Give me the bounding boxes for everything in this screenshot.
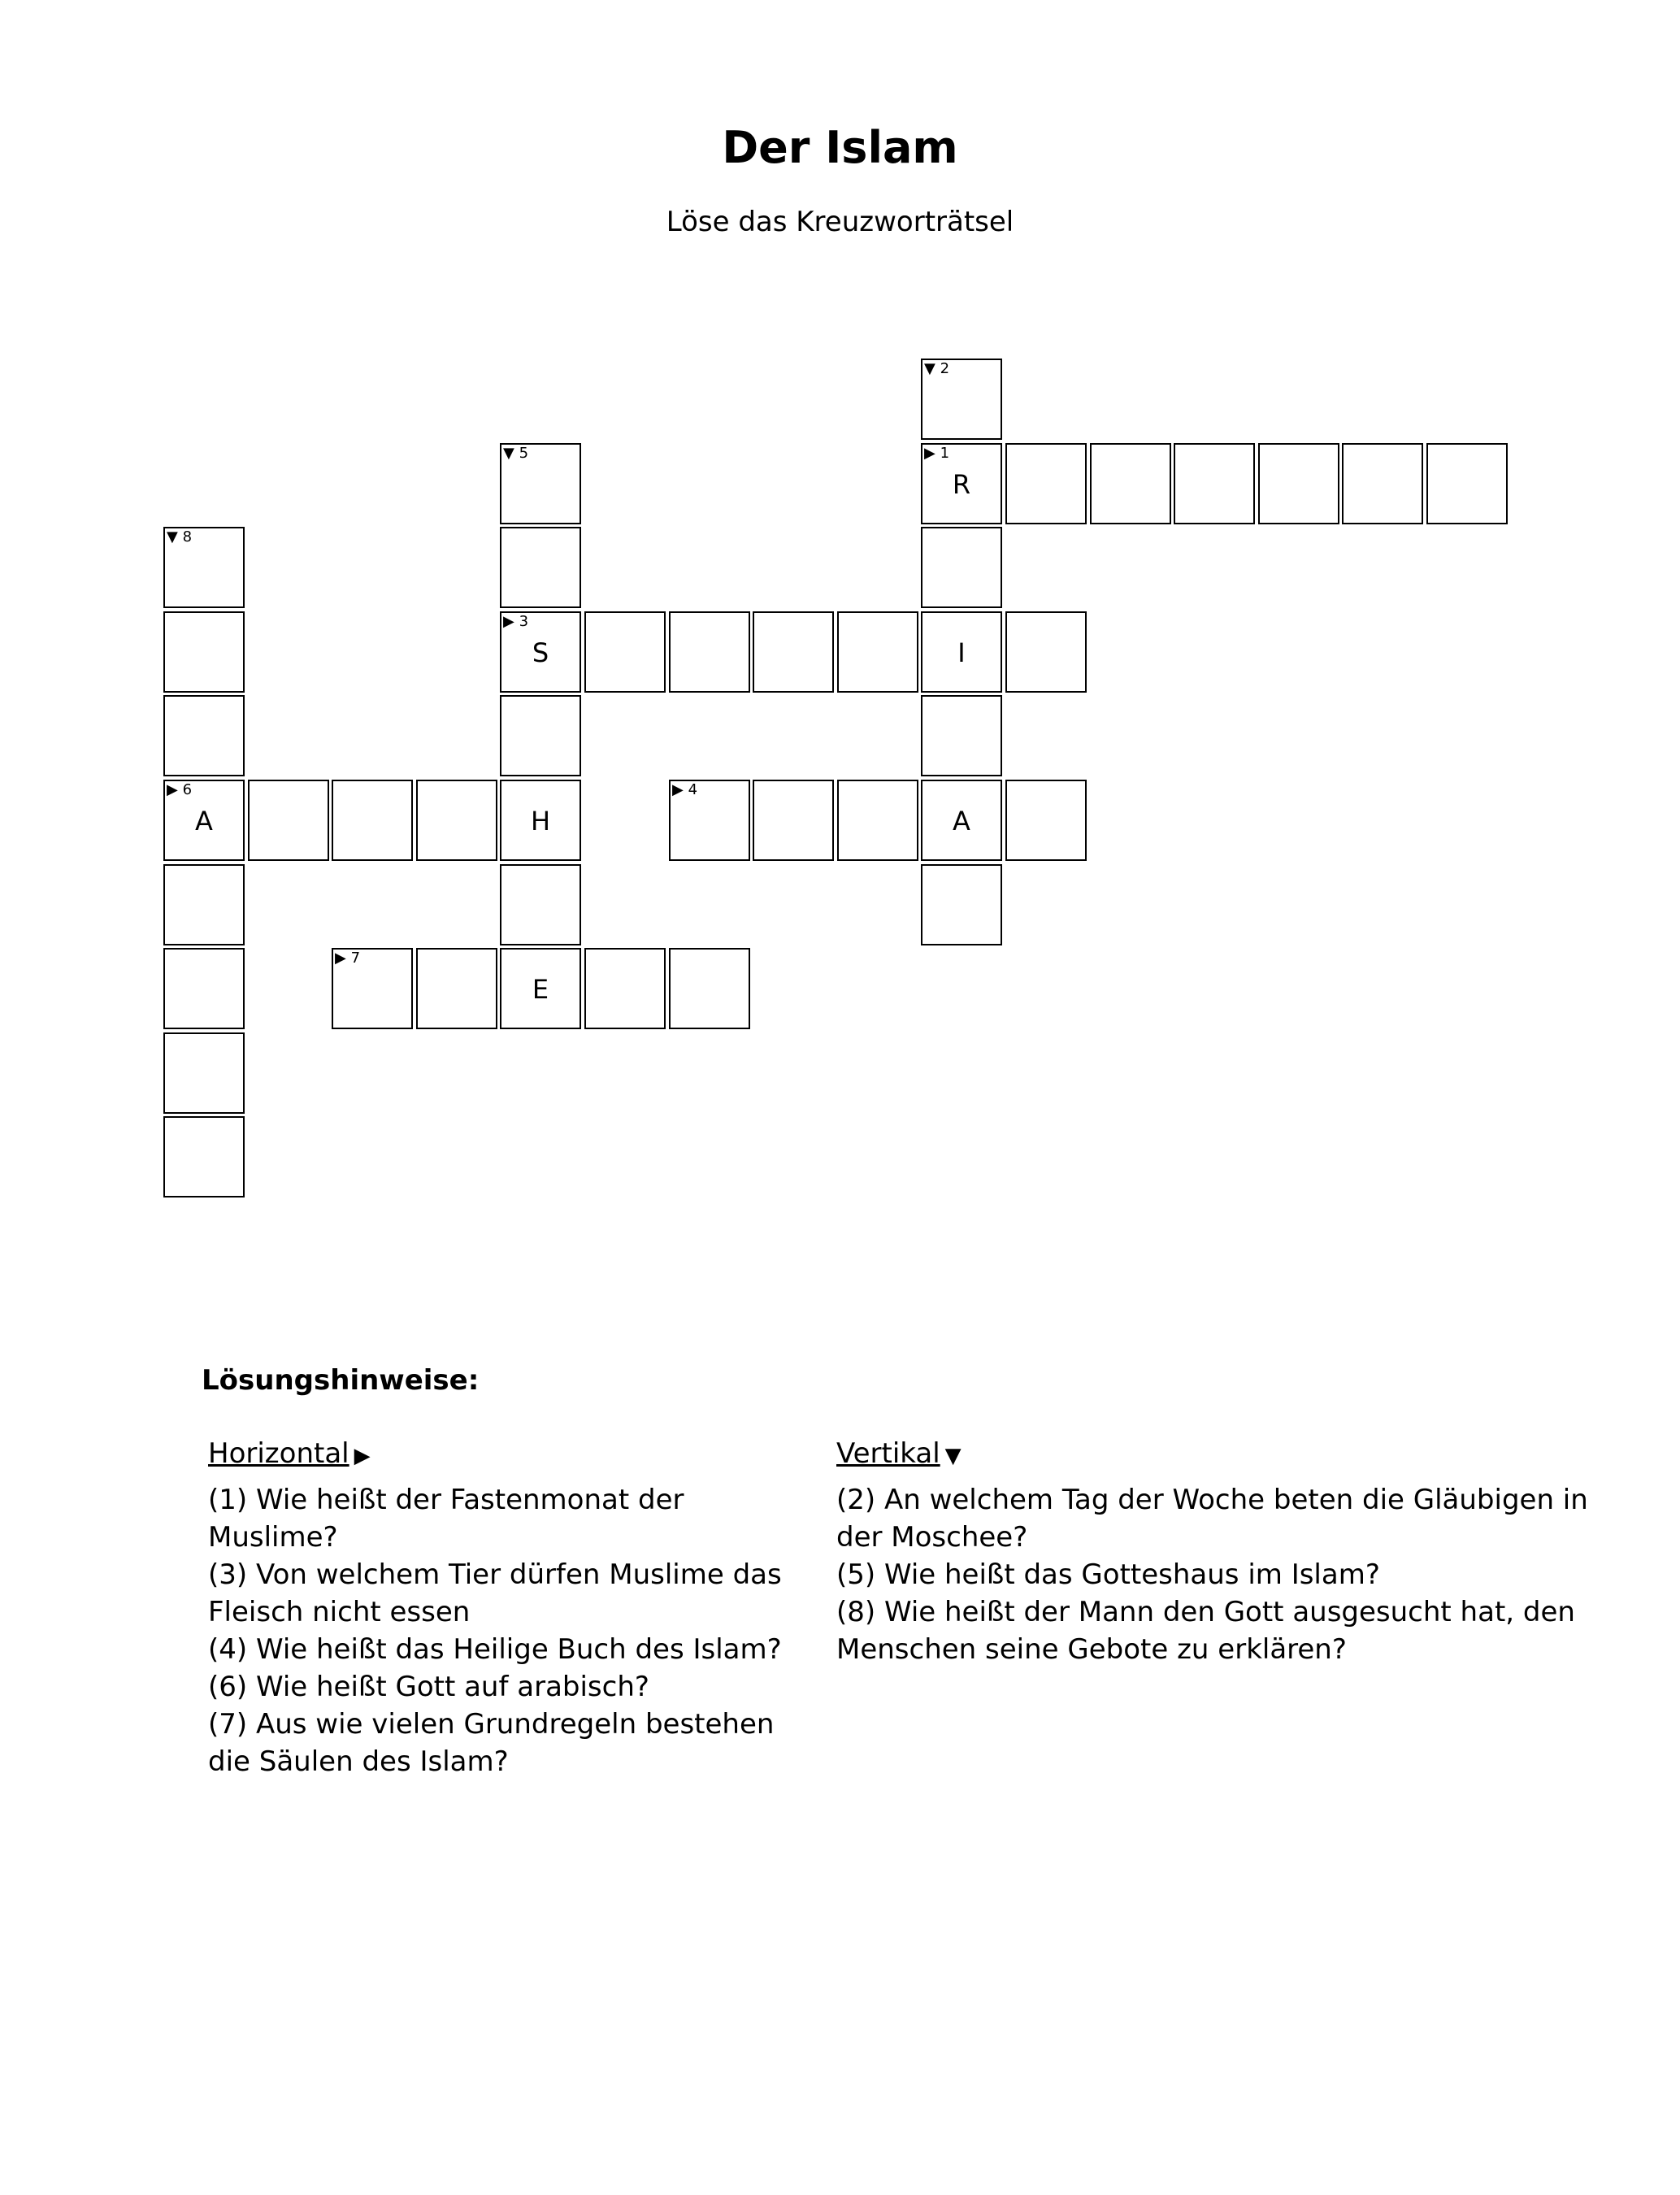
cell-letter: I xyxy=(957,637,966,668)
crossword-cell[interactable] xyxy=(500,695,581,776)
crossword-cell[interactable] xyxy=(500,527,581,608)
right-arrow-icon: ▶ xyxy=(354,1444,371,1468)
crossword-cell[interactable] xyxy=(163,1032,245,1114)
clue-4: (4) Wie heißt das Heilige Buch des Islam? xyxy=(208,1633,782,1666)
clue-5: (5) Wie heißt das Gotteshaus im Islam? xyxy=(836,1558,1380,1591)
clue-number: ▼ 8 xyxy=(167,528,193,545)
crossword-cell[interactable] xyxy=(1090,443,1171,524)
crossword-cell[interactable] xyxy=(163,948,245,1029)
crossword-cell[interactable] xyxy=(500,611,581,693)
crossword-cell[interactable] xyxy=(1005,611,1087,693)
vertical-title: Vertikal xyxy=(836,1437,940,1470)
clue-6: (6) Wie heißt Gott auf arabisch? xyxy=(208,1671,649,1703)
crossword-cell[interactable] xyxy=(1005,780,1087,861)
cell-letter: E xyxy=(532,974,549,1005)
vertical-clues xyxy=(836,1435,1592,1668)
crossword-cell[interactable] xyxy=(1174,443,1255,524)
crossword-cell[interactable] xyxy=(163,780,245,861)
clue-8: (8) Wie heißt der Mann den Gott ausgesucht hat, den Menschen seine Gebote zu erklären? xyxy=(836,1596,1575,1666)
crossword-cell[interactable] xyxy=(416,780,497,861)
crossword-cell[interactable] xyxy=(332,948,413,1029)
clue-3: (3) Von welchem Tier dürfen Muslime das Fleisch nicht essen xyxy=(208,1558,782,1628)
vertical-heading xyxy=(836,1435,1592,1475)
crossword-cell[interactable] xyxy=(163,864,245,945)
clue-number: ▼ 2 xyxy=(924,360,950,377)
crossword-cell[interactable] xyxy=(163,527,245,608)
crossword-cell[interactable] xyxy=(921,359,1002,440)
crossword-cell[interactable] xyxy=(584,948,666,1029)
page-subtitle: Löse das Kreuzworträtsel xyxy=(666,206,1014,238)
horizontal-clues xyxy=(208,1435,814,1780)
crossword-cell[interactable] xyxy=(1258,443,1339,524)
cell-letter: H xyxy=(530,806,551,837)
clue-number: ▶ 7 xyxy=(335,950,361,967)
cell-letter: R xyxy=(952,469,971,500)
crossword-cell[interactable] xyxy=(669,948,750,1029)
clue-1: (1) Wie heißt der Fastenmonat der Muslime? xyxy=(208,1484,684,1554)
crossword-cell[interactable] xyxy=(163,1116,245,1197)
crossword-cell[interactable] xyxy=(753,611,834,693)
crossword-cell[interactable] xyxy=(248,780,329,861)
clue-number: ▶ 4 xyxy=(672,781,698,798)
crossword-cell[interactable] xyxy=(921,527,1002,608)
crossword-cell[interactable] xyxy=(837,611,918,693)
crossword-cell[interactable] xyxy=(500,864,581,945)
crossword-cell[interactable] xyxy=(1342,443,1423,524)
hints-heading: Lösungshinweise: xyxy=(202,1364,480,1397)
crossword-cell[interactable] xyxy=(500,443,581,524)
horizontal-heading xyxy=(208,1435,814,1475)
crossword-cell[interactable] xyxy=(1005,443,1087,524)
crossword-cell[interactable] xyxy=(837,780,918,861)
clue-2: (2) An welchem Tag der Woche beten die Gläubigen in der Moschee? xyxy=(836,1484,1588,1554)
crossword-cell[interactable] xyxy=(753,780,834,861)
crossword-cell[interactable] xyxy=(669,780,750,861)
crossword-cell[interactable] xyxy=(500,948,581,1029)
crossword-cell[interactable] xyxy=(163,611,245,693)
crossword-cell[interactable] xyxy=(1426,443,1508,524)
crossword-cell[interactable] xyxy=(669,611,750,693)
crossword-cell[interactable] xyxy=(163,695,245,776)
crossword-cell[interactable] xyxy=(500,780,581,861)
clue-7: (7) Aus wie vielen Grundregeln bestehen die Säulen des Islam? xyxy=(208,1708,775,1778)
crossword-cell[interactable] xyxy=(921,611,1002,693)
cell-letter: S xyxy=(532,637,549,668)
crossword-cell[interactable] xyxy=(921,695,1002,776)
crossword-cell[interactable] xyxy=(921,780,1002,861)
clue-number: ▶ 3 xyxy=(503,613,529,630)
crossword-cell[interactable] xyxy=(584,611,666,693)
crossword-cell[interactable] xyxy=(921,864,1002,945)
cell-letter: A xyxy=(195,806,213,837)
crossword-cell[interactable] xyxy=(332,780,413,861)
cell-letter: A xyxy=(953,806,970,837)
crossword-cell[interactable] xyxy=(921,443,1002,524)
horizontal-title: Horizontal xyxy=(208,1437,349,1470)
down-arrow-icon: ▼ xyxy=(944,1444,962,1468)
clue-number: ▶ 1 xyxy=(924,445,950,462)
page-title: Der Islam xyxy=(722,122,958,173)
crossword-cell[interactable] xyxy=(416,948,497,1029)
clue-number: ▼ 5 xyxy=(503,445,529,462)
clue-number: ▶ 6 xyxy=(167,781,193,798)
